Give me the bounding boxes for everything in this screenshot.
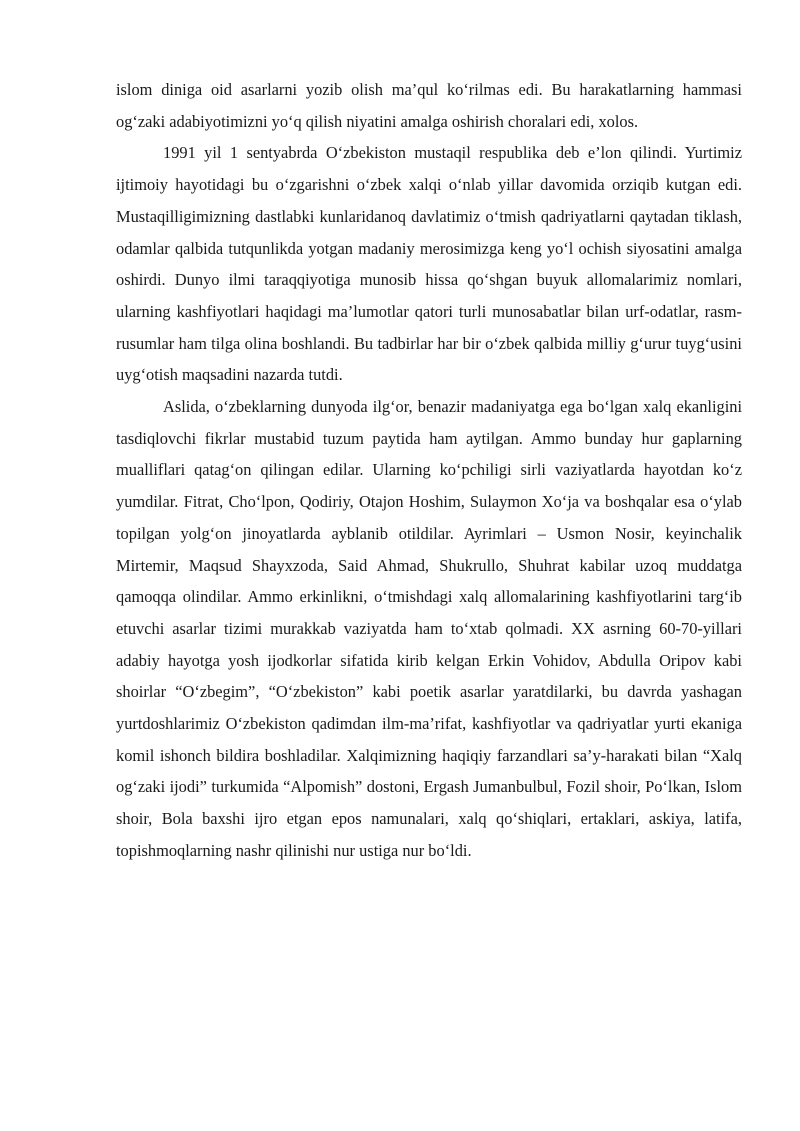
paragraph-continuation: islom diniga oid asarlarni yozib olish ma’qul ko‘rilmas edi. Bu harakatlarning hammasi og‘zaki adabiyotimizni yo‘q qilish niyatini amalga oshirish choralari edi, xolos. bbox=[116, 80, 742, 131]
paragraph-repression: Aslida, o‘zbeklarning dunyoda ilg‘or, benazir madaniyatga ega bo‘lgan xalq ekanligini tasdiqlovchi fikrlar mustabid tuzum paytida ham aytilgan. Ammo bunday hur gaplarning mualliflari qatag‘on qilingan edilar. Ularning ko‘pchiligi sirli vaziyatlarda hayotdan ko‘z yumdilar. Fitrat, Cho‘lpon, Qodiriy, Otajon Hoshim, Sulaymon Xo‘ja va boshqalar esa o‘ylab topilgan yolg‘on jinoyatlarda ayblanib otildilar. Ayrimlari – Usmon Nosir, keyinchalik Mirtemir, Maqsud Shayxzoda, Said Ahmad, Shukrullo, Shuhrat kabilar uzoq muddatga qamoqqa olindilar. Ammo erkinlikni, o‘tmishdagi xalq allomalarining kashfiyotlarini targ‘ib etuvchi asarlar tizimi murakkab vaziyatda ham to‘xtab qolmadi. XX asrning 60-70-yillari adabiy hayotga yosh ijodkorlar sifatida kirib kelgan Erkin Vohidov, Abdulla Oripov kabi shoirlar “O‘zbegim”, “O‘zbekiston” kabi poetik asarlar yaratdilarki, bu davrda yashagan yurtdoshlarimiz O‘zbekiston qadimdan ilm-ma’rifat, kashfiyotlar va qadriyatlar yurti ekaniga komil ishonch bildira boshladilar. Xalqimizning haqiqiy farzandlari sa’y-harakati bilan “Xalq og‘zaki ijodi” turkumida “Alpomish” dostoni, Ergash Jumanbulbul, Fozil shoir, Po‘lkan, Islom shoir, Bola baxshi ijro etgan epos namunalari, xalq qo‘shiqlari, ertaklari, askiya, latifa, topishmoqlarning nashr qilinishi nur ustiga nur bo‘ldi. bbox=[116, 397, 742, 860]
body-text bbox=[116, 74, 742, 867]
paragraph-independence: 1991 yil 1 sentyabrda O‘zbekiston mustaqil respublika deb e’lon qilindi. Yurtimiz ijtimoiy hayotidagi bu o‘zgarishni o‘zbek xalqi o‘nlab yillar davomida orziqib kutgan edi. Mustaqilligimizning dastlabki kunlaridanoq davlatimiz o‘tmish qadriyatlarni qaytadan tiklash, odamlar qalbida tutqunlikda yotgan madaniy merosimizga keng yo‘l ochish siyosatini amalga oshirdi. Dunyo ilmi taraqqiyotiga munosib hissa qo‘shgan buyuk allomalarimiz nomlari, ularning kashfiyotlari haqidagi ma’lumotlar qatori turli munosabatlar bilan urf-odatlar, rasm-rusumlar ham tilga olina boshlandi. Bu tadbirlar har bir o‘zbek qalbida milliy g‘urur tuyg‘usini uyg‘otish maqsadini nazarda tutdi. bbox=[116, 143, 742, 385]
